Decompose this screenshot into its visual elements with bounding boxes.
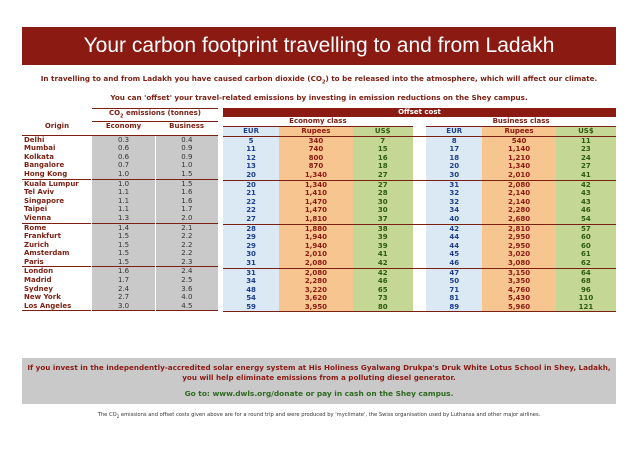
bus-usd-cell: 110 [556, 294, 616, 303]
bus-rupees-cell: 4,760 [482, 286, 556, 295]
business-emission-cell: 1.6 [155, 197, 218, 206]
emissions-row [22, 179, 218, 188]
bus-rupees-cell: 3,020 [482, 250, 556, 259]
bus-usd-cell: 60 [556, 242, 616, 251]
eco-eur-cell: 29 [223, 242, 279, 251]
eco-rupees-cell: 2,010 [279, 250, 353, 259]
business-emission-cell: 2.2 [155, 241, 218, 250]
bus-eur-cell: 44 [426, 242, 482, 251]
note-post: emissions and offset costs given above are for a round trip and were produced by 'myclimate', the Swiss organisation used by Luthansa and other major airlines. [119, 412, 541, 418]
bus-usd-cell: 43 [556, 198, 616, 207]
bus-rupees-cell: 540 [482, 136, 556, 145]
offset-row [223, 268, 616, 277]
eco-rupees-cell: 1,340 [279, 180, 353, 189]
bus-usd-cell: 43 [556, 189, 616, 198]
bus-rupees-cell: 2,810 [482, 224, 556, 233]
offset-row [223, 206, 616, 215]
bus-usd-cell: 27 [556, 162, 616, 171]
bus-eur-cell: 18 [426, 154, 482, 163]
offset-row [223, 242, 616, 251]
eco-usd-cell: 30 [353, 198, 413, 207]
emissions-row [22, 276, 218, 285]
emissions-row [22, 170, 218, 179]
eco-eur-cell: 34 [223, 277, 279, 286]
economy-emission-cell: 1.1 [92, 205, 155, 214]
bus-usd-cell: 60 [556, 233, 616, 242]
intro-line-1-pre: In travelling to and from Ladakh you have caused carbon dioxide (CO [40, 74, 322, 83]
intro-line-1-sub: 2 [321, 79, 326, 86]
emissions-row [22, 135, 218, 144]
economy-emission-cell: 1.4 [92, 223, 155, 232]
business-emission-cell: 1.7 [155, 205, 218, 214]
bus-rupees-cell: 1,210 [482, 154, 556, 163]
eco-usd-cell: 42 [353, 268, 413, 277]
bus-eur-cell: 44 [426, 233, 482, 242]
bus-rupees-cell: 1,340 [482, 162, 556, 171]
eco-rupees-cell: 2,080 [279, 268, 353, 277]
eco-usd-cell: 46 [353, 277, 413, 286]
origin-cell: Tel Aviv [24, 188, 55, 197]
eco-rupees-cell: 1,470 [279, 206, 353, 215]
business-emission-cell: 0.9 [155, 153, 218, 162]
page-title: Your carbon footprint travelling to and from Ladakh [22, 27, 616, 65]
eco-eur-cell: 28 [223, 224, 279, 233]
eco-eur-cell: 48 [223, 286, 279, 295]
economy-emission-cell: 1.0 [92, 170, 155, 179]
economy-emission-cell: 0.6 [92, 153, 155, 162]
economy-emission-cell: 3.0 [92, 302, 155, 311]
bus-usd-cell: 23 [556, 145, 616, 154]
economy-emission-cell: 2.4 [92, 285, 155, 294]
bus-rupees-cell: 2,950 [482, 233, 556, 242]
eco-usd-cell: 28 [353, 189, 413, 198]
business-emission-cell: 2.4 [155, 267, 218, 276]
bus-rupees-header: Rupees [482, 127, 556, 137]
economy-emission-cell: 1.3 [92, 214, 155, 223]
eco-rupees-cell: 1,410 [279, 189, 353, 198]
economy-emission-cell: 1.7 [92, 276, 155, 285]
offset-cost-header: Offset cost [223, 108, 616, 117]
bus-rupees-cell: 3,150 [482, 268, 556, 277]
eco-usd-cell: 38 [353, 224, 413, 233]
business-emission-cell: 2.0 [155, 214, 218, 223]
bus-usd-cell: 46 [556, 206, 616, 215]
note-sub: 2 [116, 414, 120, 420]
eco-usd-cell: 16 [353, 154, 413, 163]
eco-rupees-cell: 1,880 [279, 224, 353, 233]
invest-info-box [22, 358, 616, 404]
origin-cell: Paris [24, 257, 44, 266]
eco-eur-header: EUR [223, 127, 279, 137]
bus-usd-cell: 41 [556, 171, 616, 180]
eco-eur-cell: 31 [223, 259, 279, 268]
eco-usd-cell: 80 [353, 303, 413, 312]
emissions-header-row-2 [22, 121, 218, 130]
origin-cell: Bangalore [24, 161, 65, 170]
eco-rupees-cell: 1,940 [279, 233, 353, 242]
bus-eur-cell: 42 [426, 224, 482, 233]
bus-eur-cell: 30 [426, 171, 482, 180]
bus-rupees-cell: 1,140 [482, 145, 556, 154]
business-emission-cell: 1.5 [155, 179, 218, 188]
bus-usd-cell: 24 [556, 154, 616, 163]
eco-usd-cell: 15 [353, 145, 413, 154]
eco-eur-cell: 20 [223, 180, 279, 189]
offset-row [223, 294, 616, 303]
bus-usd-cell: 96 [556, 286, 616, 295]
donate-link-text[interactable]: Go to: www.dwls.org/donate or pay in cash on the Shey campus. [184, 389, 454, 398]
co2-header-sub: 2 [120, 113, 124, 120]
eco-rupees-cell: 870 [279, 162, 353, 171]
business-emission-cell: 1.5 [155, 170, 218, 179]
origin-cell: Madrid [24, 276, 52, 285]
business-emission-cell: 2.2 [155, 249, 218, 258]
business-emission-cell: 0.4 [155, 135, 218, 144]
offset-row [223, 189, 616, 198]
origin-cell: Frankfurt [24, 232, 61, 241]
intro-line-1-post: ) to be released into the atmosphere, which will affect our climate. [325, 74, 598, 83]
eco-eur-cell: 29 [223, 233, 279, 242]
intro-line-1 [22, 74, 616, 85]
bus-eur-cell: 47 [426, 268, 482, 277]
emissions-row [22, 285, 218, 294]
bus-usd-header: US$ [556, 127, 616, 137]
bus-eur-cell: 46 [426, 259, 482, 268]
business-emission-cell: 2.3 [155, 258, 218, 267]
bus-usd-cell: 68 [556, 277, 616, 286]
emissions-row [22, 144, 218, 153]
eco-eur-cell: 21 [223, 189, 279, 198]
intro-line-2: You can 'offset' your travel-related emissions by investing in emission reductions on the Shey campus. [110, 93, 528, 102]
offset-row [223, 303, 616, 312]
bus-eur-cell: 8 [426, 136, 482, 145]
emissions-table [22, 108, 218, 311]
offset-row [223, 259, 616, 268]
origin-cell: Sydney [24, 284, 53, 293]
offset-row [223, 277, 616, 286]
origin-cell: Zurich [24, 240, 50, 249]
bus-rupees-cell: 2,140 [482, 198, 556, 207]
eco-usd-cell: 18 [353, 162, 413, 171]
offset-row [223, 154, 616, 163]
eco-usd-cell: 39 [353, 242, 413, 251]
bus-eur-cell: 31 [426, 180, 482, 189]
emissions-row [22, 249, 218, 258]
economy-class-header: Economy class [223, 117, 413, 127]
co2-emissions-header [92, 109, 218, 122]
eco-rupees-cell: 1,340 [279, 171, 353, 180]
bus-rupees-cell: 2,140 [482, 189, 556, 198]
origin-cell: Hong Kong [24, 169, 68, 178]
origin-cell: Vienna [24, 213, 52, 222]
offset-row [223, 233, 616, 242]
emissions-row [22, 205, 218, 214]
economy-emission-cell: 1.0 [92, 179, 155, 188]
eco-usd-cell: 41 [353, 250, 413, 259]
eco-rupees-cell: 340 [279, 136, 353, 145]
emissions-row [22, 258, 218, 267]
economy-emission-cell: 0.7 [92, 161, 155, 170]
offset-row [223, 198, 616, 207]
invest-text: If you invest in the independently-accredited solar energy system at His Holiness Gyalwang Drukpa's Druk White Lotus School in Shey, Ladakh, you will help eliminate emissions from a polluting diesel generator. [27, 363, 611, 382]
bus-eur-cell: 34 [426, 206, 482, 215]
eco-eur-cell: 54 [223, 294, 279, 303]
eco-rupees-cell: 800 [279, 154, 353, 163]
origin-cell: Singapore [24, 196, 65, 205]
offset-row [223, 145, 616, 154]
business-emission-cell: 2.5 [155, 276, 218, 285]
origin-cell: New York [24, 293, 61, 302]
bus-eur-cell: 89 [426, 303, 482, 312]
business-emission-cell: 3.6 [155, 285, 218, 294]
eco-eur-cell: 31 [223, 268, 279, 277]
origin-cell: Rome [22, 223, 92, 232]
business-class-header: Business class [426, 117, 616, 127]
origin-cell: London [22, 267, 92, 276]
eco-eur-cell: 20 [223, 171, 279, 180]
economy-emission-cell: 1.5 [92, 241, 155, 250]
business-emission-cell: 1.6 [155, 188, 218, 197]
origin-cell: Taipei [24, 205, 48, 214]
emissions-row [22, 223, 218, 232]
eco-eur-cell: 5 [223, 136, 279, 145]
eco-rupees-cell: 3,620 [279, 294, 353, 303]
eco-usd-header: US$ [353, 127, 413, 137]
business-header: Business [169, 121, 205, 130]
eco-usd-cell: 42 [353, 259, 413, 268]
bus-usd-cell: 54 [556, 215, 616, 224]
eco-eur-cell: 11 [223, 145, 279, 154]
origin-cell: Kuala Lumpur [22, 179, 92, 188]
emissions-row [22, 302, 218, 311]
bus-usd-cell: 121 [556, 303, 616, 312]
economy-emission-cell: 1.1 [92, 188, 155, 197]
bus-eur-cell: 45 [426, 250, 482, 259]
bus-rupees-cell: 3,350 [482, 277, 556, 286]
business-emission-cell: 2.1 [155, 223, 218, 232]
eco-rupees-cell: 1,470 [279, 198, 353, 207]
economy-emission-cell: 0.3 [92, 135, 155, 144]
bus-eur-cell: 17 [426, 145, 482, 154]
eco-rupees-cell: 2,280 [279, 277, 353, 286]
economy-emission-cell: 1.5 [92, 249, 155, 258]
eco-rupees-cell: 2,080 [279, 259, 353, 268]
economy-emission-cell: 2.7 [92, 293, 155, 302]
economy-emission-cell: 0.6 [92, 144, 155, 153]
bus-rupees-cell: 2,080 [482, 180, 556, 189]
bus-eur-cell: 71 [426, 286, 482, 295]
business-emission-cell: 1.0 [155, 161, 218, 170]
eco-rupees-header: Rupees [279, 127, 353, 137]
origin-header: Origin [44, 121, 70, 130]
eco-usd-cell: 65 [353, 286, 413, 295]
origin-cell: Amsterdam [24, 249, 70, 258]
offset-row [223, 224, 616, 233]
currency-header-row [223, 127, 616, 137]
business-emission-cell: 2.2 [155, 232, 218, 241]
bus-eur-cell: 40 [426, 215, 482, 224]
offset-header-row [223, 108, 616, 117]
bus-eur-cell: 32 [426, 198, 482, 207]
business-emission-cell: 4.0 [155, 293, 218, 302]
co2-header-post: emissions (tonnes) [123, 109, 201, 117]
note-pre: The CO [97, 412, 117, 418]
emissions-header-row-1 [22, 109, 218, 122]
offset-cost-table [223, 108, 616, 312]
bus-usd-cell: 62 [556, 259, 616, 268]
bus-rupees-cell: 5,430 [482, 294, 556, 303]
offset-row [223, 136, 616, 145]
eco-usd-cell: 30 [353, 206, 413, 215]
bus-rupees-cell: 2,680 [482, 215, 556, 224]
eco-rupees-cell: 3,220 [279, 286, 353, 295]
eco-eur-cell: 12 [223, 154, 279, 163]
business-emission-cell: 0.9 [155, 144, 218, 153]
economy-emission-cell: 1.6 [92, 267, 155, 276]
business-emission-cell: 4.5 [155, 302, 218, 311]
eco-eur-cell: 30 [223, 250, 279, 259]
eco-usd-cell: 37 [353, 215, 413, 224]
eco-usd-cell: 27 [353, 171, 413, 180]
origin-cell: Los Angeles [24, 301, 72, 310]
offset-row [223, 171, 616, 180]
eco-eur-cell: 27 [223, 215, 279, 224]
emissions-row [22, 267, 218, 276]
eco-rupees-cell: 1,940 [279, 242, 353, 251]
economy-emission-cell: 1.5 [92, 232, 155, 241]
bus-eur-cell: 50 [426, 277, 482, 286]
bus-usd-cell: 57 [556, 224, 616, 233]
emissions-row [22, 232, 218, 241]
bus-rupees-cell: 2,950 [482, 242, 556, 251]
bus-eur-cell: 20 [426, 162, 482, 171]
economy-emission-cell: 1.5 [92, 258, 155, 267]
economy-emission-cell: 1.1 [92, 197, 155, 206]
bus-eur-cell: 81 [426, 294, 482, 303]
offset-row [223, 286, 616, 295]
bus-eur-cell: 32 [426, 189, 482, 198]
eco-usd-cell: 39 [353, 233, 413, 242]
bus-usd-cell: 61 [556, 250, 616, 259]
bus-usd-cell: 64 [556, 268, 616, 277]
origin-cell: Kolkata [24, 152, 54, 161]
co2-header-pre: CO [108, 109, 121, 117]
emissions-row [22, 188, 218, 197]
bus-rupees-cell: 5,960 [482, 303, 556, 312]
class-header-row [223, 117, 616, 127]
origin-cell: Mumbai [24, 144, 56, 153]
eco-usd-cell: 73 [353, 294, 413, 303]
origin-cell: Delhi [22, 135, 92, 144]
economy-header: Economy [105, 121, 142, 130]
eco-usd-cell: 7 [353, 136, 413, 145]
eco-usd-cell: 27 [353, 180, 413, 189]
offset-row [223, 250, 616, 259]
emissions-row [22, 161, 218, 170]
source-note [22, 412, 616, 419]
eco-rupees-cell: 1,810 [279, 215, 353, 224]
eco-eur-cell: 22 [223, 206, 279, 215]
eco-rupees-cell: 3,950 [279, 303, 353, 312]
bus-rupees-cell: 2,280 [482, 206, 556, 215]
bus-usd-cell: 11 [556, 136, 616, 145]
bus-rupees-cell: 3,080 [482, 259, 556, 268]
offset-row [223, 215, 616, 224]
bus-eur-header: EUR [426, 127, 482, 137]
eco-eur-cell: 13 [223, 162, 279, 171]
emissions-row [22, 241, 218, 250]
eco-rupees-cell: 740 [279, 145, 353, 154]
offset-row [223, 162, 616, 171]
eco-eur-cell: 22 [223, 198, 279, 207]
emissions-row [22, 293, 218, 302]
bus-usd-cell: 42 [556, 180, 616, 189]
bus-rupees-cell: 2,010 [482, 171, 556, 180]
eco-eur-cell: 59 [223, 303, 279, 312]
emissions-row [22, 197, 218, 206]
emissions-row [22, 153, 218, 162]
offset-row [223, 180, 616, 189]
emissions-row [22, 214, 218, 223]
